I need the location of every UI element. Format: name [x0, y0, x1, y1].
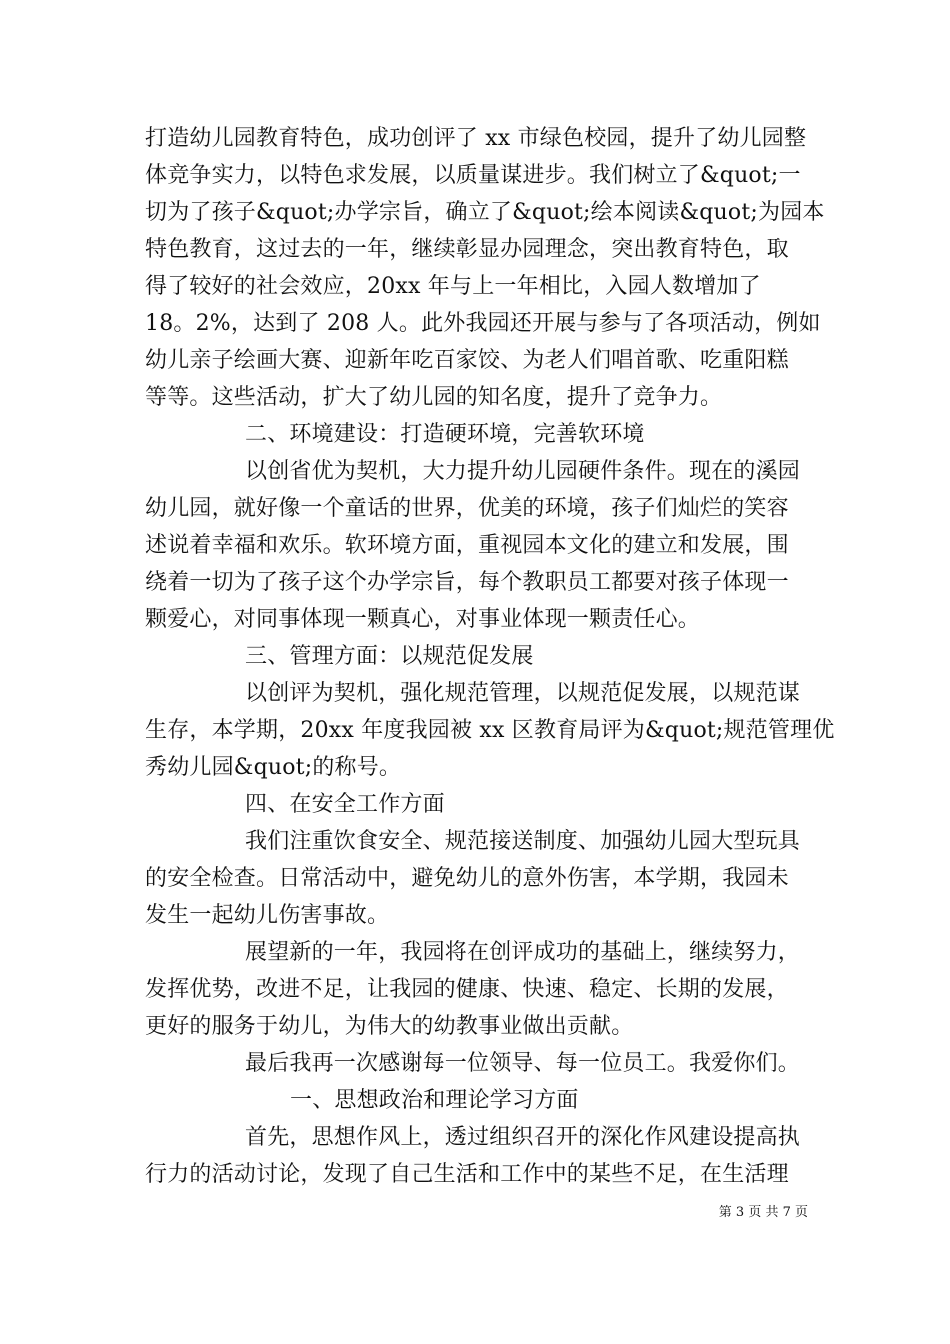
text-line: 特色教育，这过去的一年，继续彰显办园理念，突出教育特色，取 — [145, 237, 789, 262]
text-line: 行力的活动讨论，发现了自己生活和工作中的某些不足，在生活理 — [145, 1162, 789, 1187]
section-heading: 二、环境建设：打造硬环境，完善软环境 — [245, 422, 645, 447]
section-heading: 一、思想政治和理论学习方面 — [290, 1088, 579, 1113]
text-line: 幼儿亲子绘画大赛、迎新年吃百家饺、为老人们唱首歌、吃重阳糕 — [145, 348, 789, 373]
text-line: 发挥优势，改进不足，让我园的健康、快速、稳定、长期的发展， — [145, 977, 789, 1002]
text-line: 打造幼儿园教育特色，成功创评了 xx 市绿色校园，提升了幼儿园整 — [145, 126, 807, 151]
text-line: 18。2%，达到了 208 人。此外我园还开展与参与了各项活动，例如 — [145, 311, 821, 336]
text-line: 展望新的一年，我园将在创评成功的基础上，继续努力， — [245, 940, 801, 965]
text-line: 首先，思想作风上，透过组织召开的深化作风建设提高执 — [245, 1125, 801, 1150]
text-line: 颗爱心，对同事体现一颗真心，对事业体现一颗责任心。 — [145, 607, 701, 632]
text-line: 幼儿园，就好像一个童话的世界，优美的环境，孩子们灿烂的笑容 — [145, 496, 789, 521]
text-line: 的安全检查。日常活动中，避免幼儿的意外伤害，本学期，我园未 — [145, 866, 789, 891]
page-number: 第 3 页 共 7 页 — [718, 1205, 808, 1220]
text-line: 最后我再一次感谢每一位领导、每一位员工。我爱你们。 — [245, 1051, 801, 1076]
text-line: 更好的服务于幼儿，为伟大的幼教事业做出贡献。 — [145, 1014, 634, 1039]
text-line: 秀幼儿园&quot;的称号。 — [145, 755, 402, 780]
section-heading: 三、管理方面：以规范促发展 — [245, 644, 534, 669]
section-heading: 四、在安全工作方面 — [245, 792, 445, 817]
text-line: 发生一起幼儿伤害事故。 — [145, 903, 390, 928]
text-line: 切为了孩子&quot;办学宗旨，确立了&quot;绘本阅读&quot;为园本 — [145, 200, 825, 225]
text-line: 等等。这些活动，扩大了幼儿园的知名度，提升了竞争力。 — [145, 385, 723, 410]
text-line: 述说着幸福和欢乐。软环境方面，重视园本文化的建立和发展，围 — [145, 533, 789, 558]
text-line: 体竞争实力，以特色求发展，以质量谋进步。我们树立了&quot;一 — [145, 163, 801, 188]
text-line: 生存，本学期，20xx 年度我园被 xx 区教育局评为&quot;规范管理优 — [145, 718, 835, 743]
text-line: 以创省优为契机，大力提升幼儿园硬件条件。现在的溪园 — [245, 459, 801, 484]
text-line: 我们注重饮食安全、规范接送制度、加强幼儿园大型玩具 — [245, 829, 801, 854]
text-line: 绕着一切为了孩子这个办学宗旨，每个教职员工都要对孩子体现一 — [145, 570, 789, 595]
text-line: 以创评为契机，强化规范管理，以规范促发展，以规范谋 — [245, 681, 801, 706]
text-line: 得了较好的社会效应，20xx 年与上一年相比，入园人数增加了 — [145, 274, 761, 299]
